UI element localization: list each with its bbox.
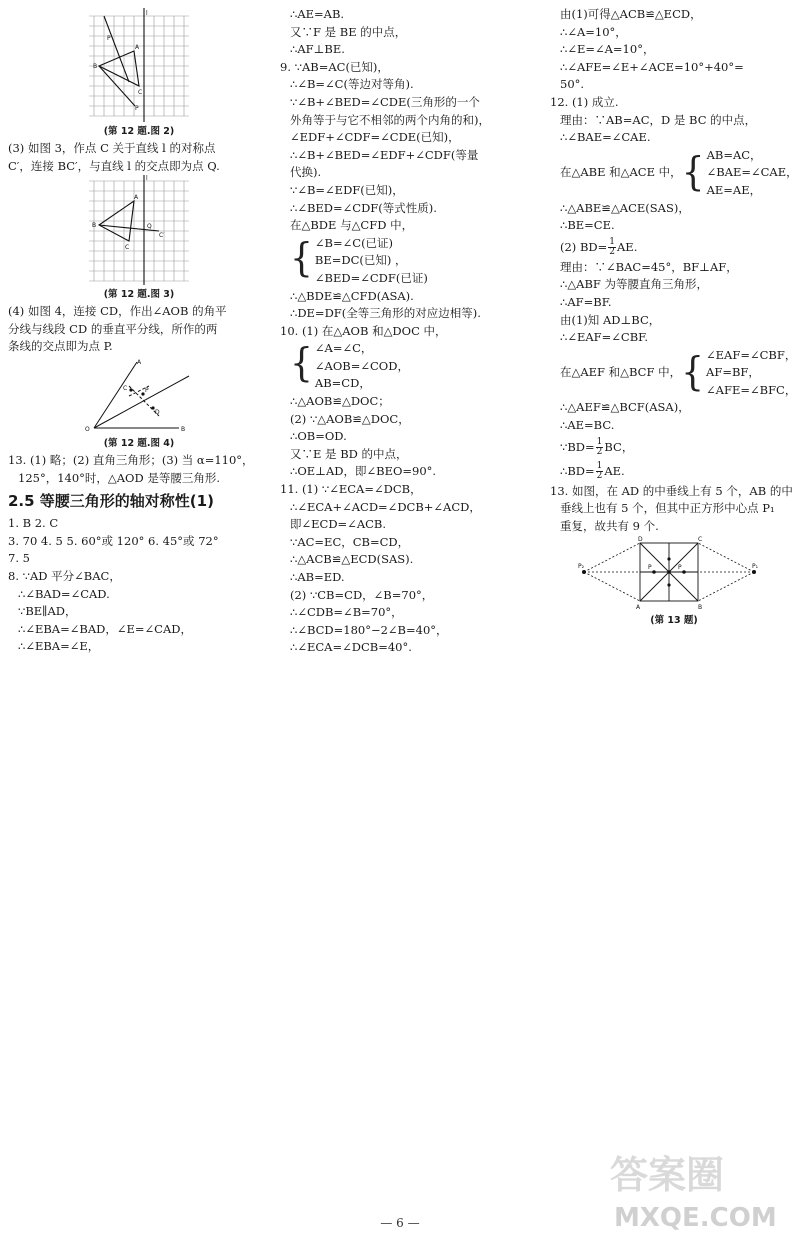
text-line: ∴AE=BC. <box>560 418 615 433</box>
fraction-half <box>596 462 604 481</box>
column-right <box>550 6 798 629</box>
fraction-denominator: 2 <box>609 247 615 258</box>
text-line: BE=DC(已知) ， <box>314 253 407 268</box>
answer-line: 3. 70 4. 5 5. 60°或 120° 6. 45°或 72° <box>8 533 219 548</box>
text-line: AE=AE， <box>706 182 762 197</box>
text-line: ∴∠AFE=∠E+∠ACE=10°+40°= <box>560 59 744 74</box>
svg-text:l: l <box>146 175 148 183</box>
brace-symbol: { <box>290 340 313 387</box>
text-line: ∠B=∠C(已证) <box>314 235 394 250</box>
text-line: AF=BF， <box>706 365 760 380</box>
text-line: 重复，故共有 9 个. <box>560 518 659 533</box>
text-line: 理由：∵∠BAC=45°，BF⊥AF， <box>560 259 738 274</box>
text-line: 13. 如图，在 AD 的中垂线上有 5 个，AB 的中 <box>550 483 793 498</box>
text-line: 在△BDE 与△CFD 中， <box>290 218 414 233</box>
text-line: 在△ABE 和△ACE 中， <box>560 165 682 180</box>
svg-text:C: C <box>125 244 130 252</box>
text-line: ∴∠BAD=∠CAD. <box>18 586 110 601</box>
text-line: 10. (1) 在△AOB 和△DOC 中， <box>280 323 447 338</box>
fraction-denominator: 2 <box>596 471 603 482</box>
text-line <box>550 435 798 459</box>
text-line: ∠EDF+∠CDF=∠CDE(已知)， <box>290 130 460 145</box>
text-line: ∠BED=∠CDF(已证) <box>314 270 428 285</box>
text-line: 9. ∵AB=AC(已知)， <box>280 59 389 74</box>
text-line: ∴△AEF≌△BCF(ASA)， <box>560 400 690 415</box>
text-line: ∴∠EAF=∠CBF. <box>560 330 648 345</box>
column-middle <box>280 6 542 657</box>
fraction-half <box>596 438 604 457</box>
figure-12-3 <box>89 175 189 287</box>
svg-text:B: B <box>93 63 98 70</box>
figure-13 <box>574 535 774 613</box>
svg-text:A: A <box>137 358 142 366</box>
text-line: ∴△ACB≌△ECD(SAS). <box>290 552 414 567</box>
text-line: ∴AF=BF. <box>560 294 612 309</box>
text-line: 由(1)知 AD⊥BC， <box>560 312 661 327</box>
text-line: ∠AOB=∠COD， <box>314 358 409 373</box>
svg-text:P: P <box>648 564 652 572</box>
fraction-half <box>608 238 616 257</box>
text-line: ∠A=∠C， <box>314 341 373 356</box>
text-line: (3) 如图 3，作点 C 关于直线 l 的对称点 <box>8 141 216 155</box>
text-line: 又∵F 是 BE 的中点， <box>290 24 407 39</box>
svg-text:P: P <box>678 564 682 572</box>
svg-text:B: B <box>181 425 186 433</box>
text-line: ∴△ABF 为等腰直角三角形， <box>560 277 709 292</box>
text-line: ∴OB=OD. <box>290 429 347 444</box>
text-span: (2) BD= <box>560 239 608 254</box>
text-line: ∴∠ECA=∠DCB=40°. <box>290 640 412 655</box>
svg-text:A: A <box>636 604 641 612</box>
figure-12-2-caption: (第 12 题.图 2) <box>103 126 175 137</box>
text-line: 条线的交点即为点 P. <box>8 339 113 354</box>
text-line: C′，连接 BC′，与直线 l 的交点即为点 Q. <box>8 158 220 173</box>
figure-13-caption: (第 13 题) <box>650 615 698 627</box>
fraction-numerator: 1 <box>596 461 603 472</box>
text-line: (2) ∵CB=CD，∠B=70°， <box>290 587 434 602</box>
brace-group <box>550 347 798 400</box>
text-line: AB=CD， <box>314 376 371 391</box>
text-line: ∴∠BCD=180°−2∠B=40°， <box>290 622 448 637</box>
text-line: ∵∠B+∠BED=∠CDE(三角形的一个 <box>290 94 480 109</box>
text-line: 8. ∵AD 平分∠BAC， <box>8 568 121 583</box>
svg-text:A: A <box>135 44 140 51</box>
svg-text:l: l <box>146 10 148 17</box>
text-line: 13. (1) 略；(2) 直角三角形；(3) 当 α=110°， <box>8 452 254 467</box>
figure-12-2 <box>89 6 189 124</box>
text-line: ∴∠ECA+∠ACD=∠DCB+∠ACD， <box>290 499 481 514</box>
text-span: BC， <box>604 439 634 454</box>
text-line: 12. (1) 成立. <box>550 94 619 109</box>
page-number: — 6 — <box>380 1216 420 1230</box>
fraction-numerator: 1 <box>596 437 603 448</box>
svg-text:C: C <box>698 536 703 544</box>
text-line: 50°. <box>560 77 585 92</box>
text-line: 在△AEF 和△BCF 中， <box>560 365 682 380</box>
text-line: 由(1)可得△ACB≌△ECD， <box>560 7 702 21</box>
brace-group <box>550 147 798 200</box>
text-line: (2) ∵△AOB≌△DOC， <box>290 411 410 426</box>
text-line: ∴∠E=∠A=10°， <box>560 42 655 57</box>
svg-text:C′: C′ <box>159 232 165 240</box>
brace-symbol: { <box>290 235 313 281</box>
text-line: 11. (1) ∵∠ECA=∠DCB， <box>280 482 422 497</box>
brace-group <box>280 340 542 393</box>
text-line: ∴∠EBA=∠E， <box>18 639 100 654</box>
text-line: ∵AC=EC，CB=CD， <box>290 534 410 549</box>
text-line <box>550 235 798 259</box>
text-line: ∠AFE=∠BFC， <box>706 382 797 397</box>
text-line: 即∠ECD=∠ACB. <box>290 517 387 532</box>
text-line: ∠EAF=∠CBF， <box>706 347 797 362</box>
svg-text:C: C <box>138 89 143 96</box>
text-line: ∴∠BED=∠CDF(等式性质). <box>290 200 437 215</box>
brace-symbol: { <box>681 349 705 396</box>
text-span: AE. <box>604 463 625 478</box>
text-line: 外角等于与它不相邻的两个内角的和)， <box>290 112 490 127</box>
text-line: ∴∠A=10°， <box>560 24 627 39</box>
column-left <box>8 6 270 656</box>
svg-text:D: D <box>155 408 160 416</box>
text-line: ∴BE=CE. <box>560 218 615 233</box>
text-line: ∴DE=DF(全等三角形的对应边相等). <box>290 306 481 321</box>
text-line <box>550 459 798 483</box>
text-line: ∴AB=ED. <box>290 570 345 584</box>
text-line: 垂线上也有 5 个，但其中正方形中心点 P₁ <box>560 501 775 516</box>
watermark-text: 答案圈 <box>610 1153 725 1197</box>
text-span: AE. <box>617 239 638 254</box>
svg-text:O: O <box>85 425 90 433</box>
svg-text:B: B <box>92 222 97 230</box>
watermark-url: MXQE.COM <box>614 1203 777 1233</box>
text-line: ∴∠BAE=∠CAE. <box>560 130 651 145</box>
text-line: ∵∠B=∠EDF(已知)， <box>290 182 404 197</box>
svg-text:P: P <box>135 105 139 112</box>
svg-text:Q: Q <box>147 223 152 231</box>
svg-text:P: P <box>107 35 111 42</box>
text-line: ∴OE⊥AD，即∠BEO=90°. <box>290 464 437 479</box>
text-line: ∴AE=AB. <box>290 7 345 21</box>
fraction-denominator: 2 <box>596 447 603 458</box>
answer-line: 1. B 2. C <box>8 516 59 531</box>
svg-text:D: D <box>638 536 643 544</box>
figure-12-4 <box>79 356 199 436</box>
text-line: ∠BAE=∠CAE， <box>706 165 798 180</box>
figure-12-4-caption: (第 12 题.图 4) <box>103 437 175 449</box>
text-span: ∴BD= <box>560 463 595 478</box>
text-line: ∴△AOB≌△DOC； <box>290 394 390 409</box>
svg-text:C: C <box>123 384 128 392</box>
text-line: AB=AC， <box>706 147 762 162</box>
svg-text:P₂: P₂ <box>578 563 585 571</box>
text-line: 又∵E 是 BD 的中点， <box>290 446 408 461</box>
svg-text:P: P <box>145 386 149 394</box>
section-title: 2.5 等腰三角形的轴对称性(1) <box>8 492 214 511</box>
text-line: ∴∠EBA=∠BAD，∠E=∠CAD， <box>18 621 192 636</box>
svg-text:P₁: P₁ <box>752 563 759 571</box>
text-line: ∴∠B+∠BED=∠EDF+∠CDF(等量 <box>290 147 479 162</box>
text-line: ∵BE∥AD， <box>18 604 77 619</box>
fraction-numerator: 1 <box>609 237 615 248</box>
text-line: 理由：∵AB=AC，D 是 BC 的中点， <box>560 112 757 127</box>
brace-symbol: { <box>681 150 705 196</box>
text-span: ∵BD= <box>560 439 595 454</box>
text-line: 代换). <box>290 165 322 180</box>
text-line: ∴△BDE≌△CFD(ASA). <box>290 288 414 303</box>
text-line: 125°，140°时，△AOD 是等腰三角形. <box>18 470 221 485</box>
brace-group <box>280 235 542 288</box>
text-line: ∴AF⊥BE. <box>290 42 345 57</box>
answer-line: 7. 5 <box>8 551 30 566</box>
svg-text:A: A <box>134 194 139 202</box>
text-line: (4) 如图 4，连接 CD，作出∠AOB 的角平 <box>8 304 227 319</box>
text-line: ∴∠CDB=∠B=70°， <box>290 605 403 620</box>
figure-12-3-caption: (第 12 题.图 3) <box>103 289 175 301</box>
text-line: 分线与线段 CD 的垂直平分线，所作的两 <box>8 321 218 336</box>
text-line: ∴△ABE≌△ACE(SAS)， <box>560 200 690 215</box>
svg-text:B: B <box>698 604 703 612</box>
text-line: ∴∠B=∠C(等边对等角). <box>290 77 414 92</box>
